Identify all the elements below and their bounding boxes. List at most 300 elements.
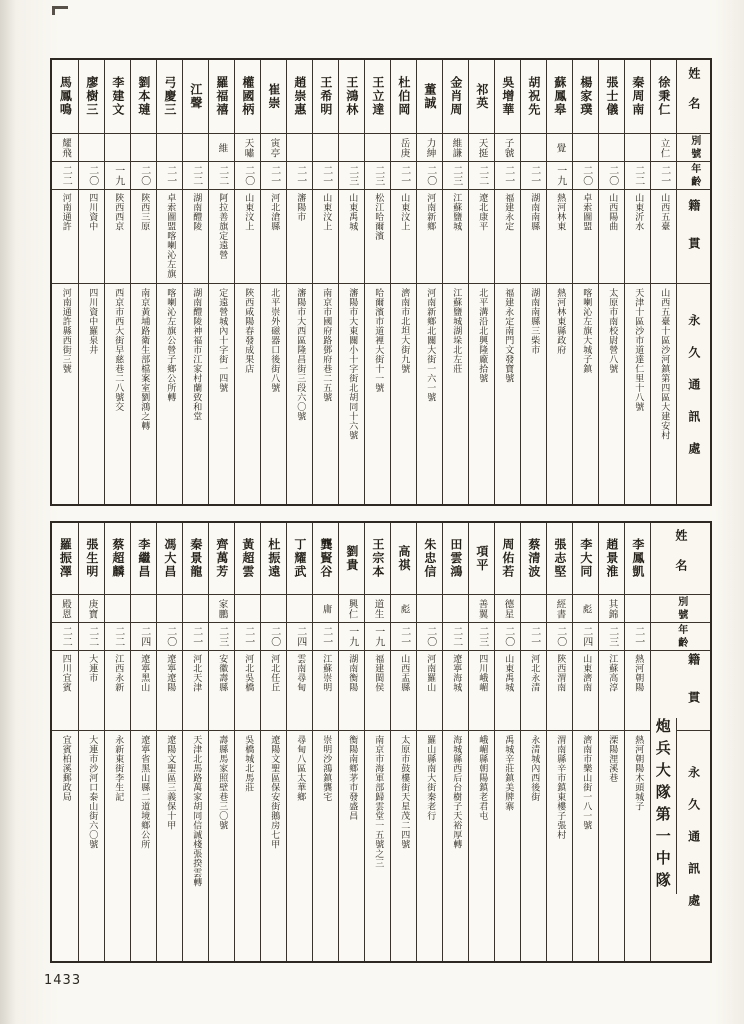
- native-cell: [651, 190, 676, 284]
- address-cell: [521, 284, 546, 504]
- age-cell: [417, 162, 442, 190]
- age-text: 二二: [632, 165, 644, 186]
- person-column: [468, 523, 494, 961]
- alias-cell: [573, 134, 598, 162]
- name-text: 劉本璉: [136, 76, 151, 117]
- name-cell: [547, 523, 572, 595]
- header-address-label: 永久通訊處: [686, 766, 701, 926]
- person-column: [260, 60, 286, 504]
- age-cell: [391, 162, 416, 190]
- name-text: 王宗本: [370, 538, 385, 579]
- header-alias-cell: [651, 595, 710, 623]
- person-column: [364, 523, 390, 961]
- name-text: 杜伯岡: [396, 76, 411, 117]
- address-text: 瀋陽市大東關小十字街北胡同十六號: [347, 288, 358, 440]
- person-column: [390, 60, 416, 504]
- alias-text: 維: [216, 142, 228, 153]
- address-cell: [417, 731, 442, 961]
- native-cell: [365, 651, 390, 731]
- name-text: 權國柄: [240, 76, 255, 117]
- person-column: [442, 60, 468, 504]
- alias-cell: [391, 595, 416, 623]
- native-text: 山東汶上: [243, 193, 254, 231]
- alias-cell: [339, 134, 364, 162]
- age-text: 二〇: [502, 626, 514, 647]
- native-cell: [105, 651, 130, 731]
- address-cell: [79, 731, 104, 961]
- age-text: 二〇: [554, 626, 566, 647]
- age-cell: [261, 162, 286, 190]
- native-text: 河北天津: [191, 654, 202, 692]
- address-text: 太原市南校尉營八號: [607, 288, 618, 374]
- address-text: 定遠營城內十字街一四號: [217, 288, 228, 393]
- name-cell: [157, 523, 182, 595]
- address-cell: [417, 284, 442, 504]
- native-cell: [573, 651, 598, 731]
- native-cell: [287, 190, 312, 284]
- address-cell: [52, 284, 78, 504]
- alias-cell: [52, 134, 78, 162]
- alias-cell: [157, 595, 182, 623]
- alias-cell: [495, 134, 520, 162]
- address-cell: [235, 284, 260, 504]
- address-text: 溧陽浬溪巷: [607, 735, 618, 783]
- person-column: [338, 523, 364, 961]
- native-text: 河南羅山: [425, 654, 436, 692]
- native-cell: [52, 651, 78, 731]
- address-text: 喀喇沁左旗大城子鎮: [581, 288, 592, 374]
- native-text: 山東濟南: [581, 654, 592, 692]
- person-column: [494, 523, 520, 961]
- alias-cell: [235, 595, 260, 623]
- alias-cell: [52, 595, 78, 623]
- person-column: [572, 523, 598, 961]
- header-address-cell: [677, 731, 710, 961]
- alias-cell: [521, 595, 546, 623]
- header-age-label: 年齡: [688, 162, 700, 189]
- native-cell: [131, 651, 156, 731]
- native-text: 熱河林東: [555, 193, 566, 231]
- name-cell: [287, 60, 312, 134]
- name-cell: [105, 523, 130, 595]
- native-text: 湖南南縣: [529, 193, 540, 231]
- address-cell: [391, 284, 416, 504]
- age-text: 二二: [450, 626, 462, 647]
- alias-cell: [599, 134, 624, 162]
- name-text: 羅福禧: [214, 76, 229, 117]
- name-text: 李建文: [110, 76, 125, 117]
- address-text: 山西五臺十區沙河鎮第四區大建安村: [659, 288, 670, 440]
- age-text: 二〇: [424, 626, 436, 647]
- name-cell: [131, 60, 156, 134]
- age-cell: [443, 162, 468, 190]
- native-cell: [495, 190, 520, 284]
- native-cell: [157, 190, 182, 284]
- age-cell: [547, 162, 572, 190]
- address-cell: [261, 284, 286, 504]
- age-text: 二一: [398, 626, 410, 647]
- person-column: [104, 523, 130, 961]
- native-cell: [183, 190, 208, 284]
- person-column: [182, 60, 208, 504]
- person-column: [598, 523, 624, 961]
- name-text: 王希明: [318, 76, 333, 117]
- alias-cell: [625, 595, 650, 623]
- native-text: 大連市: [87, 654, 98, 683]
- age-cell: [79, 162, 104, 190]
- address-cell: [131, 284, 156, 504]
- name-cell: [52, 523, 78, 595]
- alias-cell: [417, 595, 442, 623]
- name-text: 胡祝先: [526, 76, 541, 117]
- address-cell: [183, 284, 208, 504]
- name-cell: [52, 60, 78, 134]
- address-text: 南京黃埔路衛生部檔案室劉鴻之轉: [139, 288, 150, 431]
- alias-cell: [105, 595, 130, 623]
- person-column: [156, 523, 182, 961]
- age-text: 二二: [112, 626, 124, 647]
- name-cell: [339, 523, 364, 595]
- address-cell: [469, 284, 494, 504]
- name-cell: [573, 60, 598, 134]
- person-column: [286, 523, 312, 961]
- age-cell: [131, 623, 156, 651]
- age-cell: [651, 162, 676, 190]
- native-cell: [183, 651, 208, 731]
- address-text: 河南新鄉北關大街一六一號: [425, 288, 436, 402]
- name-text: 楊家璞: [578, 76, 593, 117]
- age-cell: [469, 623, 494, 651]
- name-text: 江聲: [188, 83, 203, 110]
- person-column: [624, 523, 650, 961]
- name-cell: [105, 60, 130, 134]
- native-text: 遼寧遼陽: [165, 654, 176, 692]
- address-text: 四川資中羅泉井: [87, 288, 98, 355]
- name-text: 吳增華: [500, 76, 515, 117]
- age-text: 二三: [606, 626, 618, 647]
- name-text: 項平: [474, 545, 489, 572]
- age-text: 二三: [346, 165, 358, 186]
- native-text: 遼寧海城: [451, 654, 462, 692]
- address-cell: [521, 731, 546, 961]
- alias-cell: [183, 595, 208, 623]
- alias-cell: [131, 134, 156, 162]
- native-text: 湖南醴陵: [191, 193, 202, 231]
- person-column: [520, 523, 546, 961]
- alias-cell: [183, 134, 208, 162]
- column-headers: [676, 60, 710, 504]
- alias-cell: [339, 595, 364, 623]
- native-cell: [469, 190, 494, 284]
- age-cell: [131, 162, 156, 190]
- native-text: 山東禹城: [503, 654, 514, 692]
- native-text: 熱河朝陽: [633, 654, 644, 692]
- age-text: 二一: [320, 626, 332, 647]
- name-cell: [79, 60, 104, 134]
- native-cell: [209, 651, 234, 731]
- header-native-label: 籍貫: [686, 198, 701, 275]
- person-column: [130, 60, 156, 504]
- address-cell: [573, 731, 598, 961]
- name-cell: [313, 60, 338, 134]
- name-text: 高祺: [396, 545, 411, 572]
- address-text: 遼陽文聖區保安街鵝房七甲: [269, 735, 280, 849]
- alias-text: 子虢: [502, 137, 514, 158]
- age-text: 二一: [398, 165, 410, 186]
- age-text: 二四: [294, 626, 306, 647]
- age-cell: [157, 162, 182, 190]
- age-cell: [79, 623, 104, 651]
- age-cell: [52, 623, 78, 651]
- native-cell: [599, 651, 624, 731]
- header-merge-labels: [677, 651, 710, 961]
- header-address-label: 永久通訊處: [686, 314, 701, 474]
- name-cell: [131, 523, 156, 595]
- name-text: 齊萬芳: [214, 538, 229, 579]
- name-cell: [209, 60, 234, 134]
- address-text: 崇明沙鴻鎮龔宅: [321, 735, 332, 802]
- address-cell: [235, 731, 260, 961]
- address-text: 北平崇外磁器口後街八號: [269, 288, 280, 393]
- age-cell: [235, 623, 260, 651]
- name-text: 杜振遠: [266, 538, 281, 579]
- age-cell: [235, 162, 260, 190]
- alias-cell: [469, 134, 494, 162]
- address-cell: [625, 731, 650, 961]
- native-text: 河南新鄉: [425, 193, 436, 231]
- age-text: 二一: [268, 165, 280, 186]
- age-cell: [469, 162, 494, 190]
- name-cell: [391, 60, 416, 134]
- address-cell: [443, 731, 468, 961]
- name-text: 龔賢谷: [318, 538, 333, 579]
- header-native-label: 籍貫: [686, 652, 701, 729]
- alias-text: 善翼: [476, 598, 488, 619]
- name-cell: [495, 60, 520, 134]
- address-cell: [313, 731, 338, 961]
- native-cell: [521, 190, 546, 284]
- native-text: 山西陽曲: [607, 193, 618, 231]
- address-text: 尋甸八區太華鄉: [295, 735, 306, 802]
- alias-cell: [443, 134, 468, 162]
- alias-cell: [365, 595, 390, 623]
- age-text: 二二: [60, 626, 72, 647]
- alias-cell: [287, 595, 312, 623]
- native-text: 陝西西京: [113, 193, 124, 231]
- alias-cell: [105, 134, 130, 162]
- person-column: [650, 60, 676, 504]
- native-cell: [261, 190, 286, 284]
- name-cell: [209, 523, 234, 595]
- header-name-cell: [677, 60, 710, 134]
- native-cell: [261, 651, 286, 731]
- alias-text: 其錦: [606, 598, 618, 619]
- native-text: 安徽壽縣: [217, 654, 228, 692]
- header-age-cell: [677, 162, 710, 190]
- alias-text: 岳庚: [398, 137, 410, 158]
- age-cell: [599, 162, 624, 190]
- name-text: 徐秉仁: [656, 76, 671, 117]
- native-cell: [339, 190, 364, 284]
- header-name-cell: [651, 523, 710, 595]
- age-text: 二三: [216, 626, 228, 647]
- native-text: 河南通許: [60, 193, 71, 231]
- person-column: [208, 60, 234, 504]
- age-text: 一九: [372, 626, 384, 647]
- alias-text: 彪: [398, 603, 410, 614]
- name-cell: [443, 60, 468, 134]
- native-text: 福建閩侯: [373, 654, 384, 692]
- native-cell: [443, 190, 468, 284]
- address-text: 渭南縣辛市鎮東樓子張村: [555, 735, 566, 840]
- name-text: 張生明: [84, 538, 99, 579]
- alias-text: 寅亭: [268, 137, 280, 158]
- native-cell: [417, 651, 442, 731]
- native-text: 四川峨嵋: [477, 654, 488, 692]
- address-text: 喀喇沁左旗公營子鄉公所轉: [165, 288, 176, 402]
- native-text: 河北任丘: [269, 654, 280, 692]
- alias-cell: [469, 595, 494, 623]
- address-text: 宜賓柏溪郵政局: [60, 735, 71, 802]
- native-text: 山東汶上: [321, 193, 332, 231]
- alias-cell: [209, 595, 234, 623]
- age-text: 二二: [86, 626, 98, 647]
- person-column: [572, 60, 598, 504]
- alias-text: 殿恩: [60, 598, 72, 619]
- age-cell: [105, 162, 130, 190]
- person-column: [234, 60, 260, 504]
- alias-cell: [287, 134, 312, 162]
- address-text: 天津北馬路萬家胡同信誠棧張揆雲轉: [191, 735, 202, 887]
- name-text: 金肖周: [448, 76, 463, 117]
- native-text: 遼北康平: [477, 193, 488, 231]
- native-text: 河北吳橋: [243, 654, 254, 692]
- age-cell: [625, 623, 650, 651]
- age-text: 二二: [476, 165, 488, 186]
- age-text: 二〇: [242, 165, 254, 186]
- address-text: 峨嵋縣朝陽鎮老君屯: [477, 735, 488, 821]
- native-cell: [495, 651, 520, 731]
- age-text: 二一: [502, 165, 514, 186]
- address-text: 壽縣馬家照壁巷三〇號: [217, 735, 228, 830]
- name-cell: [573, 523, 598, 595]
- alias-cell: [521, 134, 546, 162]
- name-text: 黃超雲: [240, 538, 255, 579]
- name-text: 秦景龍: [188, 538, 203, 579]
- header-alias-label: 別號: [688, 134, 700, 161]
- address-text: 北平溝沿北興隆廠拾號: [477, 288, 488, 383]
- name-cell: [391, 523, 416, 595]
- header-name-label: 姓名: [673, 528, 688, 589]
- person-column: [624, 60, 650, 504]
- address-cell: [573, 284, 598, 504]
- age-cell: [52, 162, 78, 190]
- name-text: 李鳳凱: [630, 538, 645, 579]
- age-text: 二三: [450, 165, 462, 186]
- person-column: [468, 60, 494, 504]
- age-text: 一九: [346, 626, 358, 647]
- native-cell: [235, 190, 260, 284]
- address-text: 遼寧省黑山縣二道境鄉公所: [139, 735, 150, 849]
- native-text: 山東汶上: [399, 193, 410, 231]
- age-text: 二二: [216, 165, 228, 186]
- address-cell: [547, 284, 572, 504]
- name-cell: [183, 523, 208, 595]
- person-column: [416, 60, 442, 504]
- age-text: 二三: [372, 165, 384, 186]
- address-text: 河南通許縣西街三號: [60, 288, 71, 374]
- alias-text: 維謙: [450, 137, 462, 158]
- address-cell: [391, 731, 416, 961]
- age-cell: [521, 623, 546, 651]
- alias-text: 耀飛: [60, 137, 72, 158]
- name-text: 馬鳳鳴: [58, 76, 73, 117]
- address-cell: [651, 284, 676, 504]
- native-cell: [79, 190, 104, 284]
- native-cell: [313, 651, 338, 731]
- address-cell: [209, 731, 234, 961]
- name-cell: [287, 523, 312, 595]
- header-merge-cell: [651, 651, 710, 961]
- age-cell: [261, 623, 286, 651]
- native-cell: [365, 190, 390, 284]
- native-text: 四川資中: [87, 193, 98, 231]
- age-text: 二〇: [268, 626, 280, 647]
- person-column: [78, 60, 104, 504]
- address-text: 濟南市北坦大街九號: [399, 288, 410, 374]
- age-cell: [573, 623, 598, 651]
- alias-cell: [131, 595, 156, 623]
- name-text: 王立達: [370, 76, 385, 117]
- age-cell: [547, 623, 572, 651]
- age-cell: [573, 162, 598, 190]
- address-text: 南京市國府路鄧府巷二五號: [321, 288, 332, 402]
- age-cell: [391, 623, 416, 651]
- native-text: 福建永定: [503, 193, 514, 231]
- address-text: 永新東街李生記: [113, 735, 124, 802]
- page-number: 1433: [44, 973, 82, 988]
- age-text: 二一: [190, 626, 202, 647]
- address-cell: [469, 731, 494, 961]
- name-cell: [651, 60, 676, 134]
- alias-text: 興仁: [346, 598, 358, 619]
- address-cell: [261, 731, 286, 961]
- name-text: 董誠: [422, 83, 437, 110]
- person-column: [260, 523, 286, 961]
- header-alias-cell: [677, 134, 710, 162]
- age-text: 二一: [528, 165, 540, 186]
- unit-title-cell: [651, 718, 677, 894]
- name-text: 蔡清波: [526, 538, 541, 579]
- age-text: 二一: [528, 626, 540, 647]
- person-column: [546, 60, 572, 504]
- alias-text: 天挺: [476, 137, 488, 158]
- name-text: 丁耀武: [292, 538, 307, 579]
- name-text: 張志堅: [552, 538, 567, 579]
- address-text: 陝西咸陽春發成果店: [243, 288, 254, 374]
- age-cell: [183, 623, 208, 651]
- alias-text: 彪: [580, 603, 592, 614]
- header-name-label: 姓名: [686, 66, 701, 127]
- address-text: 永清城內西後街: [529, 735, 540, 802]
- name-cell: [495, 523, 520, 595]
- native-cell: [79, 651, 104, 731]
- age-text: 二〇: [138, 165, 150, 186]
- age-cell: [417, 623, 442, 651]
- address-cell: [287, 731, 312, 961]
- name-cell: [183, 60, 208, 134]
- address-cell: [287, 284, 312, 504]
